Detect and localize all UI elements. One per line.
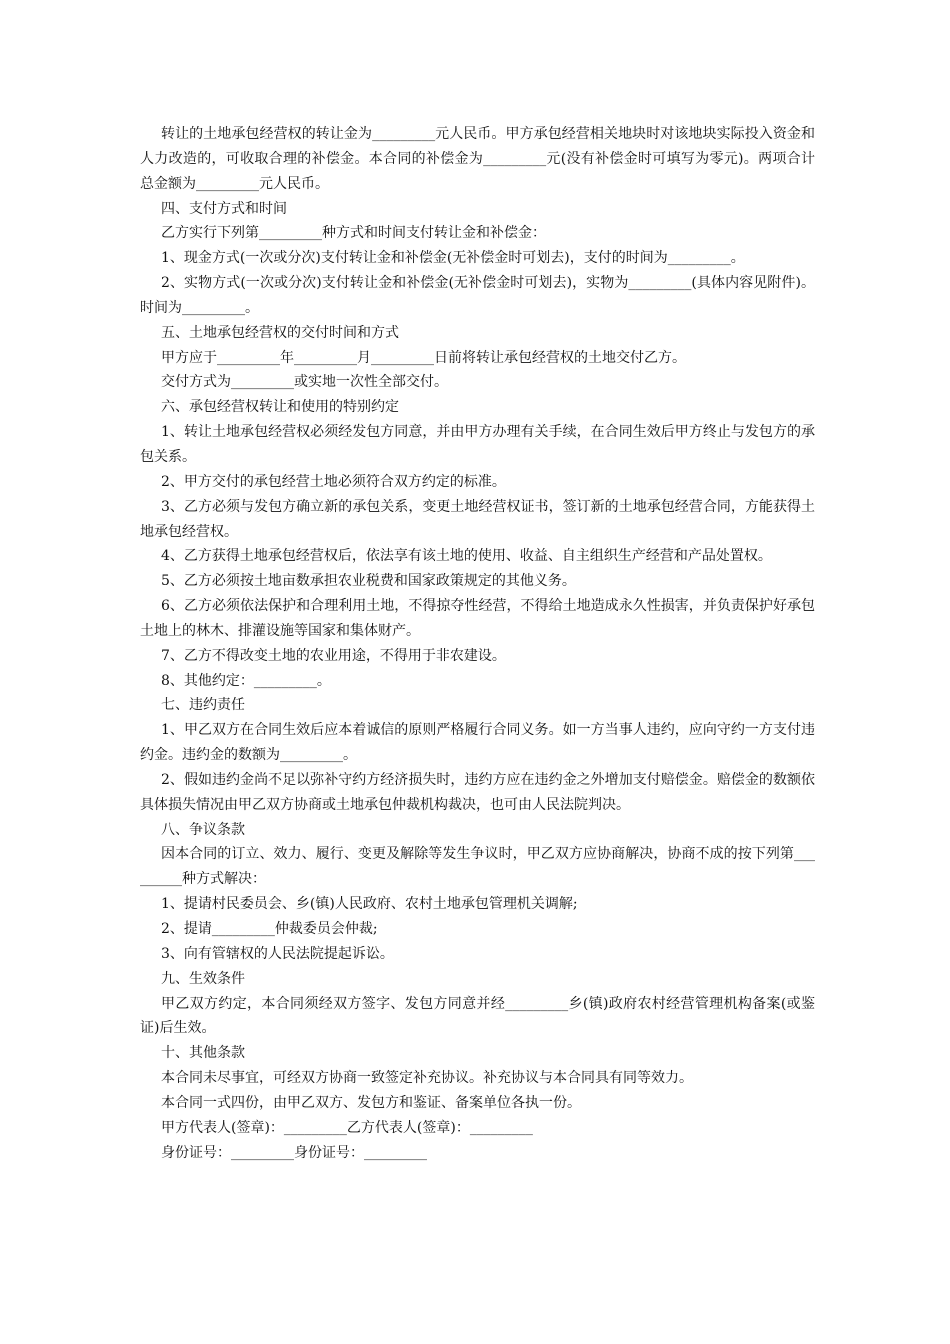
heading-other-terms: 十、其他条款 — [161, 1045, 245, 1062]
paragraph-special-term-7: 7、乙方不得改变土地的农业用途，不得用于非农建设。 — [161, 647, 506, 664]
document-page — [140, 122, 815, 1165]
paragraph-payment-choice: 乙方实行下列第_________种方式和时间支付转让金和补偿金： — [161, 225, 546, 242]
paragraph-effective: 甲乙双方约定，本合同须经双方签字、发包方同意并经_________乡(镇)政府农村经营管理机构备案(或鉴证)后生效。 — [140, 995, 815, 1037]
paragraph-breach-2: 2、假如违约金尚不足以弥补守约方经济损失时，违约方应在违约金之外增加支付赔偿金。赔偿金的数额依具体损失情况由甲乙双方协商或土地承包仲裁机构裁决，也可由人民法院判决。 — [140, 771, 815, 813]
paragraph-dispute-3: 3、向有管辖权的人民法院提起诉讼。 — [161, 945, 394, 962]
paragraph-dispute-intro: 因本合同的订立、效力、履行、变更及解除等发生争议时，甲乙双方应协商解决，协商不成的按下列第_________种方式解决： — [140, 846, 815, 888]
paragraph-special-term-5: 5、乙方必须按土地亩数承担农业税费和国家政策规定的其他义务。 — [161, 573, 576, 590]
paragraph-dispute-1: 1、提请村民委员会、乡(镇)人民政府、农村土地承包管理机关调解; — [161, 896, 578, 913]
signature-line: 甲方代表人(签章)：_________乙方代表人(签章)：_________ — [161, 1119, 533, 1136]
paragraph-transfer-fee: 转让的土地承包经营权的转让金为_________元人民币。甲方承包经营相关地块时对该地块实际投入资金和人力改造的，可收取合理的补偿金。本合同的补偿金为_________元(没有补偿金时可填写为零元)。两项合计总金额为_________元人民币。 — [140, 126, 815, 192]
paragraph-special-term-6: 6、乙方必须依法保护和合理利用土地，不得掠夺性经营，不得给土地造成永久性损害，并负责保护好承包土地上的林木、排灌设施等国家和集体财产。 — [140, 598, 815, 639]
heading-dispute: 八、争议条款 — [161, 821, 245, 838]
paragraph-delivery-method: 交付方式为_________或实地一次性全部交付。 — [161, 374, 448, 391]
paragraph-special-term-2: 2、甲方交付的承包经营土地必须符合双方约定的标准。 — [161, 473, 506, 490]
paragraph-breach-1: 1、甲乙双方在合同生效后应本着诚信的原则严格履行合同义务。如一方当事人违约，应向守约一方支付违约金。违约金的数额为_________。 — [140, 722, 815, 764]
heading-payment-method: 四、支付方式和时间 — [161, 200, 287, 217]
paragraph-cash-payment: 1、现金方式(一次或分次)支付转让金和补偿金(无补偿金时可划去)，支付的时间为_________。 — [161, 250, 745, 267]
paragraph-other-terms-1: 本合同未尽事宜，可经双方协商一致签定补充协议。补充协议与本合同具有同等效力。 — [161, 1070, 693, 1087]
paragraph-special-term-1: 1、转让土地承包经营权必须经发包方同意，并由甲方办理有关手续，在合同生效后甲方终止与发包方的承包关系。 — [140, 424, 815, 465]
paragraph-other-terms-2: 本合同一式四份，由甲乙双方、发包方和鉴证、备案单位各执一份。 — [161, 1094, 581, 1111]
heading-delivery: 五、土地承包经营权的交付时间和方式 — [161, 324, 399, 341]
paragraph-special-term-8: 8、其他约定：_________。 — [161, 672, 331, 689]
paragraph-in-kind-payment: 2、实物方式(一次或分次)支付转让金和补偿金(无补偿金时可划去)，实物为_________(具体内容见附件)。时间为_________。 — [140, 275, 815, 316]
paragraph-dispute-2: 2、提请_________仲裁委员会仲裁; — [161, 921, 378, 937]
paragraph-special-term-3: 3、乙方必须与发包方确立新的承包关系，变更土地经营权证书，签订新的土地承包经营合同，方能获得土地承包经营权。 — [140, 498, 815, 540]
paragraph-delivery-date: 甲方应于_________年_________月_________日前将转让承包经营权的土地交付乙方。 — [161, 349, 686, 366]
heading-breach: 七、违约责任 — [161, 697, 245, 714]
id-number-line: 身份证号：_________身份证号：_________ — [161, 1144, 427, 1161]
heading-special-terms: 六、承包经营权转让和使用的特别约定 — [161, 399, 399, 416]
heading-effective: 九、生效条件 — [161, 970, 245, 987]
paragraph-special-term-4: 4、乙方获得土地承包经营权后，依法享有该土地的使用、收益、自主组织生产经营和产品处置权。 — [161, 548, 772, 565]
